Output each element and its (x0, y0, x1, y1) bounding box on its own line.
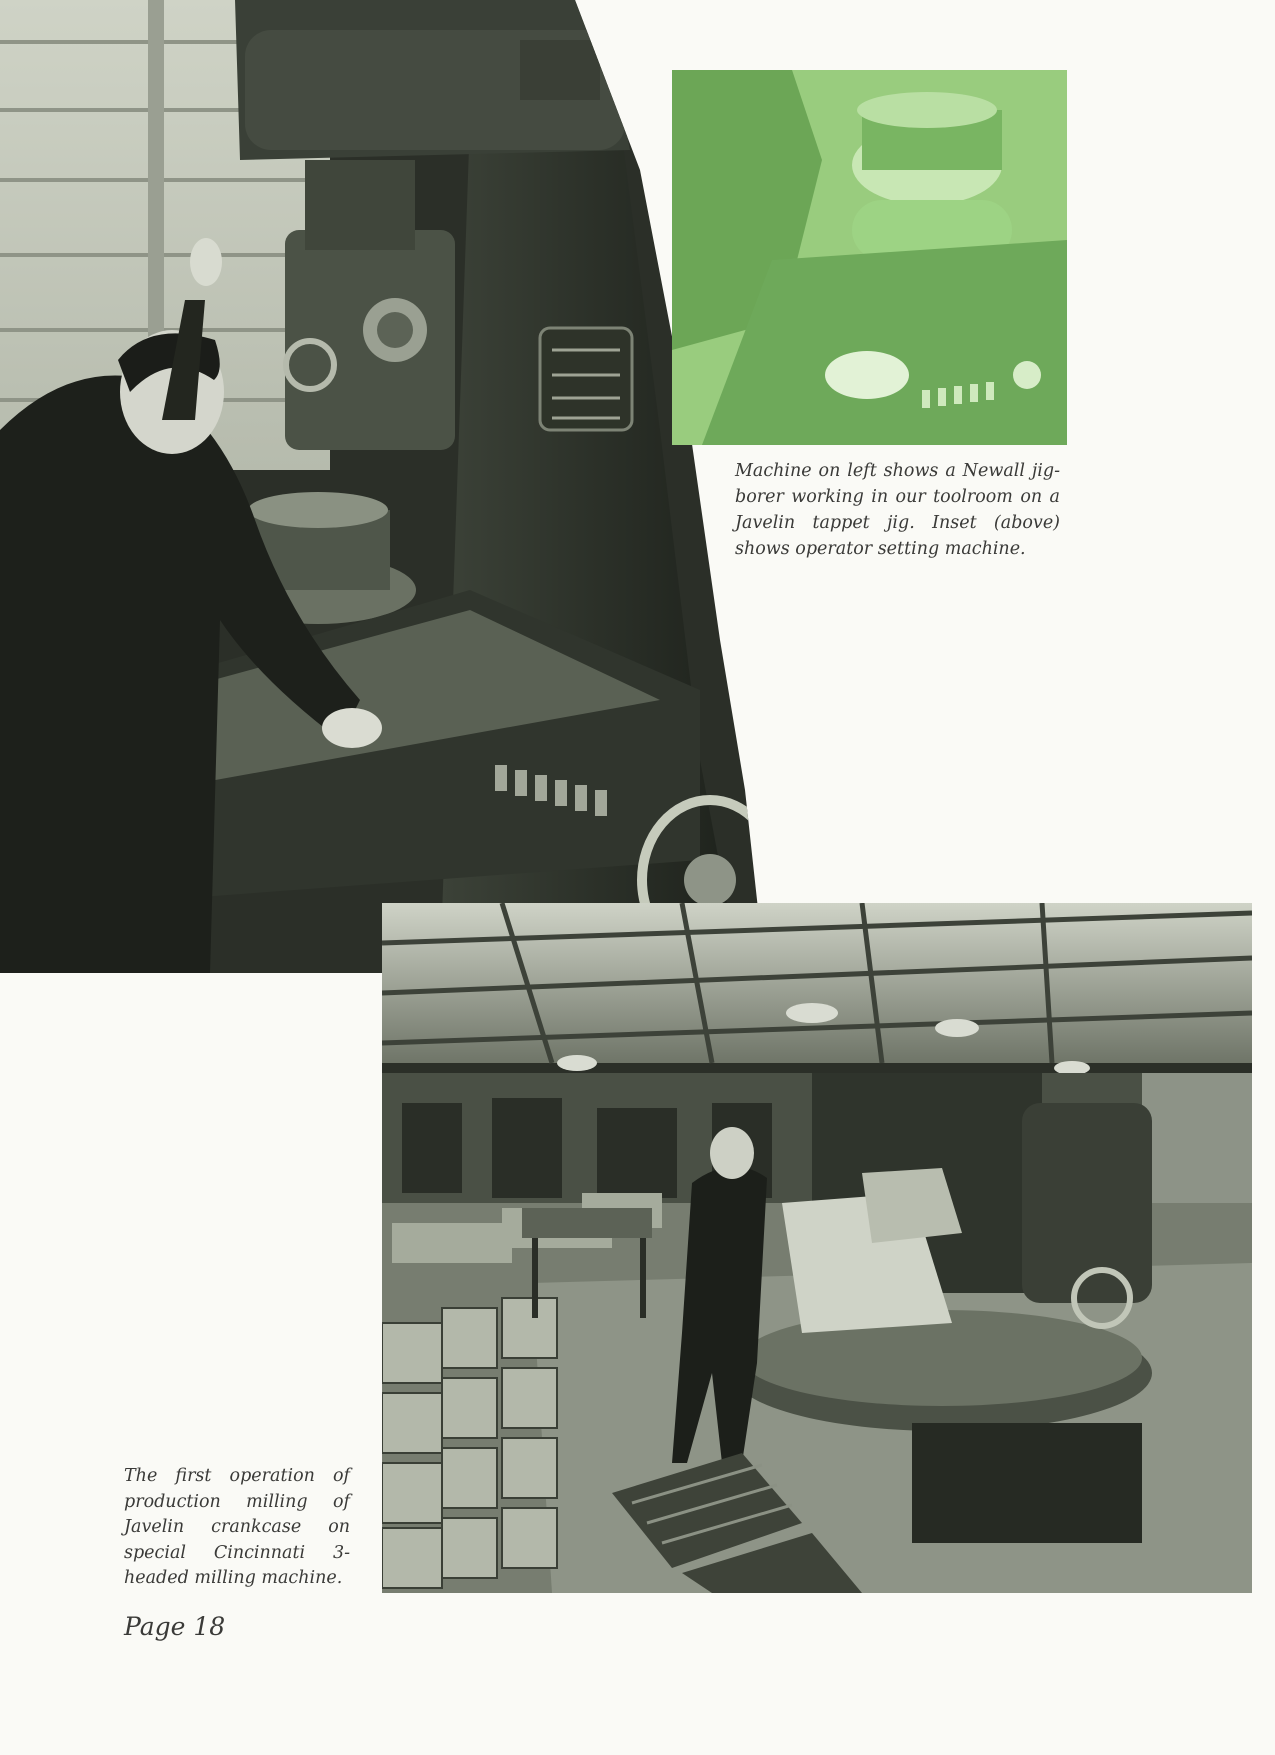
inset-operator-photo (672, 70, 1067, 445)
inset-illustration (672, 70, 1067, 445)
jig-borer-photo (0, 0, 765, 973)
jig-borer-illustration (0, 0, 765, 973)
page-number: Page 18 (124, 1612, 226, 1641)
caption-milling: The first operation of production milling of Javelin crankcase on special Cincinnati 3-headed milling machine. (124, 1466, 350, 1588)
caption-jig-borer: Machine on left shows a Newall jig-borer working in our toolroom on a Javelin tappet jig. Inset (above) shows operator setting machine. (735, 461, 1060, 559)
factory-floor-photo (382, 903, 1252, 1593)
factory-illustration (382, 903, 1252, 1593)
